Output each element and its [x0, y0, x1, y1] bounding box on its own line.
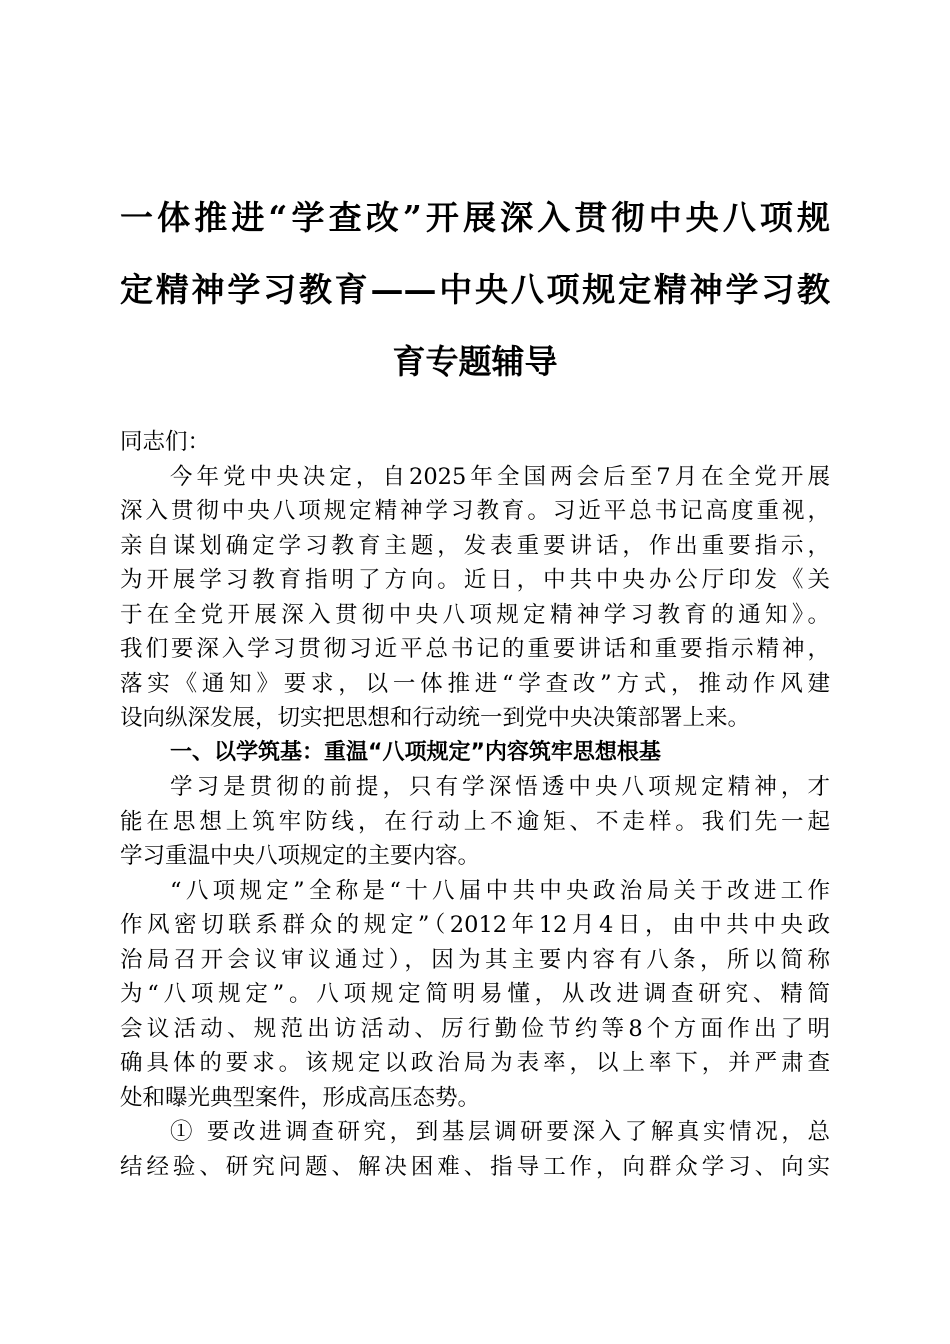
text-line: 处和曝光典型案件，形成高压态势。: [120, 1084, 481, 1111]
text-line: 学习是贯彻的前提，只有学深悟透中央八项规定精神，才: [170, 774, 830, 800]
text-line: 今年党中央决定，自2025年全国两会后至7月在全党开展: [170, 463, 830, 490]
text-line: 为开展学习教育指明了方向。近日，中共中央办公厅印发《关: [120, 567, 830, 593]
text-line: 会议活动、规范出访活动、厉行勤俭节约等8个方面作出了明: [120, 1015, 830, 1042]
text-line: 亲自谋划确定学习教育主题，发表重要讲话，作出重要指示，: [120, 532, 830, 559]
paragraph-study: [120, 770, 830, 874]
document-title: [120, 182, 830, 398]
text-line: ① 要改进调查研究，到基层调研要深入了解真实情况，总: [170, 1119, 830, 1145]
title-line: 一体推进“学查改”开展深入贯彻中央八项规: [120, 198, 830, 237]
text-line: 于在全党开展深入贯彻中央八项规定精神学习教育的通知》。: [120, 601, 830, 628]
title-line: 定精神学习教育——中央八项规定精神学习教: [120, 270, 830, 309]
title-line: 育专题辅导: [392, 342, 558, 381]
text-line: 深入贯彻中央八项规定精神学习教育。习近平总书记高度重视，: [120, 498, 830, 524]
text-line: “八项规定”全称是“十八届中共中央政治局关于改进工作: [170, 877, 830, 904]
text-line: 落实《通知》要求，以一体推进“学查改”方式，推动作风建: [120, 670, 830, 697]
text-line: 学习重温中央八项规定的主要内容。: [120, 843, 481, 869]
text-line: 为“八项规定”。八项规定简明易懂，从改进调查研究、精简: [120, 981, 830, 1007]
section-heading: 一、以学筑基：重温“八项规定”内容筑牢思想根基: [170, 739, 661, 765]
text-line: 我们要深入学习贯彻习近平总书记的重要讲话和重要指示精神，: [120, 636, 830, 662]
document-body: [120, 425, 830, 1184]
text-line: 作风密切联系群众的规定”（2012年12月4日，由中共中央政: [120, 912, 830, 938]
text-line: 确具体的要求。该规定以政治局为表率，以上率下，并严肃查: [120, 1050, 830, 1076]
salutation: 同志们：: [120, 429, 211, 455]
paragraph-intro: [120, 460, 830, 736]
text-line: 设向纵深发展，切实把思想和行动统一到党中央决策部署上来。: [120, 705, 751, 731]
text-line: 治局召开会议审议通过），因为其主要内容有八条，所以简称: [120, 946, 830, 973]
text-line: 结经验、研究问题、解决困难、指导工作，向群众学习、向实: [120, 1153, 830, 1180]
paragraph-eight-rules: [120, 874, 830, 1116]
text-line: 能在思想上筑牢防线，在行动上不逾矩、不走样。我们先一起: [120, 808, 830, 835]
paragraph-item-one: [120, 1115, 830, 1184]
